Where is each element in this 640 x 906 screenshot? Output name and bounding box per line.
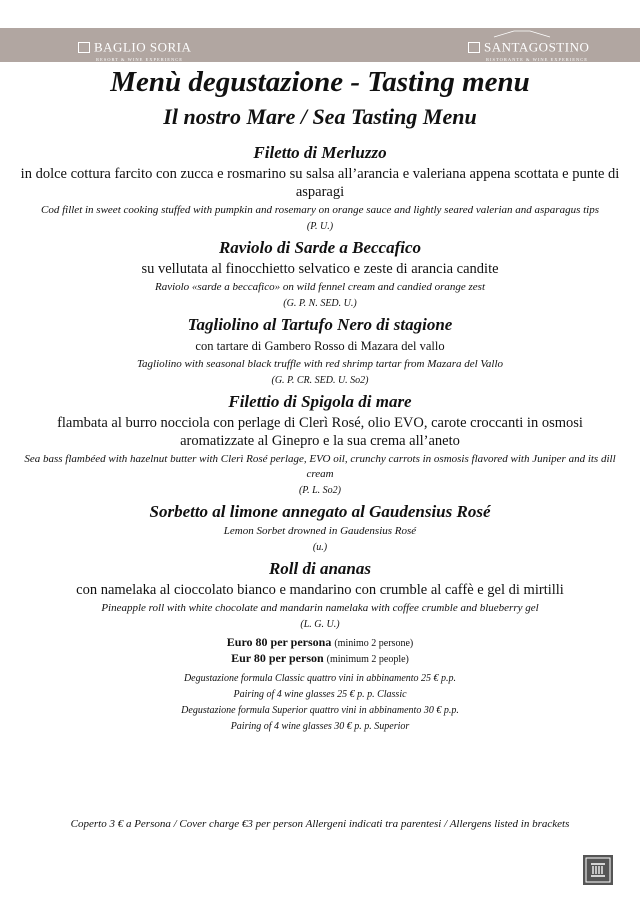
pairing-line: Degustazione formula Classic quattro vini in abbinamento 25 € p.p.	[183, 673, 457, 684]
santagostino-name: SANTAGOSTINO	[484, 39, 590, 55]
dish-item	[20, 391, 620, 497]
dish-description: con namelaka al cioccolato bianco e mandarino con crumble al caffè e gel di mirtilli	[76, 582, 564, 598]
dish-allergens: (G. P. N. SED. U.)	[283, 298, 357, 309]
dish-name: Tagliolino al Tartufo Nero di stagione	[187, 315, 453, 334]
price-italian	[0, 635, 640, 651]
header-bar	[0, 28, 640, 62]
price-english-min: (minimum 2 people)	[326, 654, 409, 665]
dish-name: Raviolo di Sarde a Beccafico	[218, 238, 422, 257]
dish-english: Lemon Sorbet drowned in Gaudensius Rosé	[223, 525, 417, 537]
dish-english: Tagliolino with seasonal black truffle with red shrimp tartar from Mazara del Vallo	[136, 358, 504, 370]
dish-description: in dolce cottura farcito con zucca e rosmarino su salsa all’arancia e valeriana appena scottata e punte di asparagi	[20, 166, 620, 200]
dish-allergens: (L. G. U.)	[300, 619, 340, 630]
menu-content	[0, 62, 640, 735]
dish-item	[20, 237, 620, 310]
dish-name: Filettio di Spigola di mare	[228, 392, 412, 411]
baglio-soria-tagline: RESORT & WINE EXPERIENCE	[96, 57, 183, 62]
price-english-main: Eur 80 per person	[231, 651, 324, 665]
roof-outline-icon	[492, 30, 552, 38]
dish-english: Raviolo «sarde a beccafico» on wild fennel cream and candied orange zest	[154, 281, 486, 293]
pairing-line: Pairing of 4 wine glasses 30 € p. p. Superior	[230, 721, 410, 732]
santagostino-logo-icon	[468, 42, 480, 53]
dish-item	[20, 501, 620, 554]
footer-note: Coperto 3 € a Persona / Cover charge €3 per person Allergeni indicati tra parentesi / Allergens listed in brackets	[70, 818, 570, 830]
dish-english: Pineapple roll with white chocolate and mandarin namelaka with coffee crumble and blueberry gel	[101, 602, 539, 614]
dish-allergens: (P. U.)	[306, 221, 334, 232]
santagostino-brand	[468, 38, 589, 62]
dish-english: Cod fillet in sweet cooking stuffed with pumpkin and rosemary on orange sauce and lightly seared valerian and asparagus tips	[41, 204, 599, 216]
dish-allergens: (P. L. So2)	[298, 485, 342, 496]
menu-title: Menù degustazione - Tasting menu	[110, 66, 530, 98]
dish-description: flambata al burro nocciola con perlage di Clerì Rosé, olio EVO, carote croccanti in osmosi aromatizzate al Ginepro e la sua crema all’aneto	[57, 415, 583, 449]
baglio-soria-logo-icon	[78, 42, 90, 53]
menu-subtitle: Il nostro Mare / Sea Tasting Menu	[163, 104, 477, 129]
price-english	[0, 651, 640, 667]
dish-allergens: (G. P. CR. SED. U. So2)	[271, 375, 369, 386]
dish-item	[20, 558, 620, 631]
dish-description: con tartare di Gambero Rosso di Mazara del vallo	[195, 339, 445, 353]
dish-name: Filetto di Merluzzo	[253, 143, 387, 162]
dish-name: Sorbetto al limone annegato al Gaudensius Rosé	[149, 502, 491, 521]
dish-english: Sea bass flambéed with hazelnut butter with Clerì Rosé perlage, EVO oil, crunchy carrots in osmosis flavored with Juniper and its dill cream	[24, 453, 616, 480]
dish-name: Roll di ananas	[268, 559, 372, 578]
baglio-soria-brand	[78, 38, 191, 62]
price-block	[0, 635, 640, 667]
baglio-soria-name: BAGLIO SORIA	[94, 39, 192, 55]
price-italian-min: (minimo 2 persone)	[334, 638, 414, 649]
santagostino-tagline: RISTORANTE & WINE EXPERIENCE	[486, 57, 588, 62]
dish-item	[20, 314, 620, 387]
wine-pairings	[0, 671, 640, 735]
temple-columns-icon	[583, 855, 613, 885]
dish-description: su vellutata al finocchietto selvatico e zeste di arancia candite	[141, 261, 499, 277]
dish-allergens: (u.)	[312, 542, 328, 553]
price-italian-main: Euro 80 per persona	[226, 635, 332, 649]
dish-item	[20, 142, 620, 233]
pairing-line: Degustazione formula Superior quattro vini in abbinamento 30 € p.p.	[181, 705, 459, 716]
pairing-line: Pairing of 4 wine glasses 25 € p. p. Classic	[233, 689, 407, 700]
